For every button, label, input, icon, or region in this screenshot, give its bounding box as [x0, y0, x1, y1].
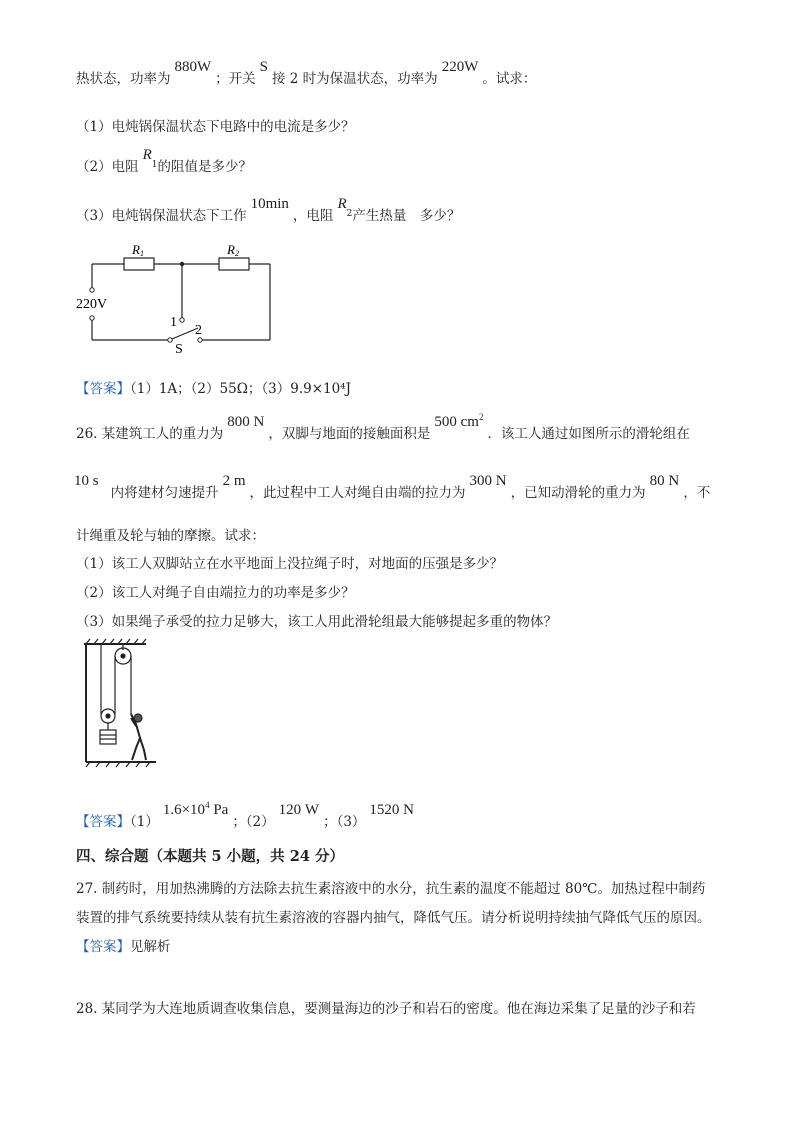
answer-label: 【答案】 [76, 381, 130, 397]
q26-answer: 【答案】$(1)1.6\times 10^4$ Pa；（2）120 W；（3）1520 N [76, 800, 415, 830]
r2-label: R2 [227, 242, 239, 258]
q25-question-2: （2）电阻$R_1$的阻值是多少？ [76, 147, 252, 175]
q25-intro-line: 热状态，功率为880W；开关S接 2 时为保温状态，功率为220W。试求： [76, 59, 537, 87]
switch-symbol: S [259, 59, 269, 75]
terminal-2: 2 [195, 323, 202, 338]
q26-line-2: 10 s内将建材匀速提升2 m，此过程中工人对绳自由端的拉力为300 N，已知动滑轮的重力为80 N，不 [74, 473, 711, 501]
terminal-1: 1 [170, 315, 177, 330]
pulley-diagram [76, 638, 166, 770]
q26-question-2: （2）该工人对绳子自由端拉力的功率是多少？ [76, 585, 355, 601]
q25-answer: 【答案】（1）1A；（2）55Ω；（3）9.9×10⁴J [76, 381, 352, 397]
q26-line-3: 计绳重及轮与轴的摩擦。试求： [76, 528, 265, 544]
voltage-label: 220V [76, 297, 108, 312]
section-4-heading: 四、综合题（本题共 5 小题，共 24 分） [76, 848, 344, 865]
answer-label: 【答案】 [76, 814, 130, 830]
q26-question-3: （3）如果绳子承受的拉力足够大，该工人用此滑轮组最大能够提起多重的物体？ [76, 614, 558, 630]
q28-line-1: 28. 某同学为大连地质调查收集信息，要测量海边的沙子和岩石的密度。他在海边采集了足量的沙子和若 [76, 1001, 696, 1017]
q26-question-1: （1）该工人双脚站立在水平地面上没拉绳子时，对地面的压强是多少？ [76, 556, 504, 572]
q26-line-1: 26. 某建筑工人的重力为800 N，双脚与地面的接触面积是500 $cm^2$．该工人通过如图所示的滑轮组在 [76, 412, 690, 442]
circuit-diagram [74, 236, 284, 354]
q25-question-1: （1）电炖锅保温状态下电路中的电流是多少？ [76, 119, 355, 135]
q27-answer: 【答案】见解析 [76, 939, 171, 955]
power-heating: 880W [174, 59, 212, 75]
r1-label: R1 [132, 242, 144, 258]
q27-line-2: 装置的排气系统要持续从装有抗生素溶液的容器内抽气，降低气压。请分析说明持续抽气降低气压的原因。 [76, 910, 711, 926]
q27-line-1: 27. 制药时，用加热沸腾的方法除去抗生素溶液中的水分，抗生素的温度不能超过 80℃。加热过程中制药 [76, 881, 706, 897]
q25-question-3: （3）电炖锅保温状态下工作10min，电阻$R_2$产生热量 多少？ [76, 196, 461, 224]
answer-label: 【答案】 [76, 939, 130, 955]
power-keep-warm: 220W [441, 59, 479, 75]
switch-label: S [175, 342, 183, 354]
